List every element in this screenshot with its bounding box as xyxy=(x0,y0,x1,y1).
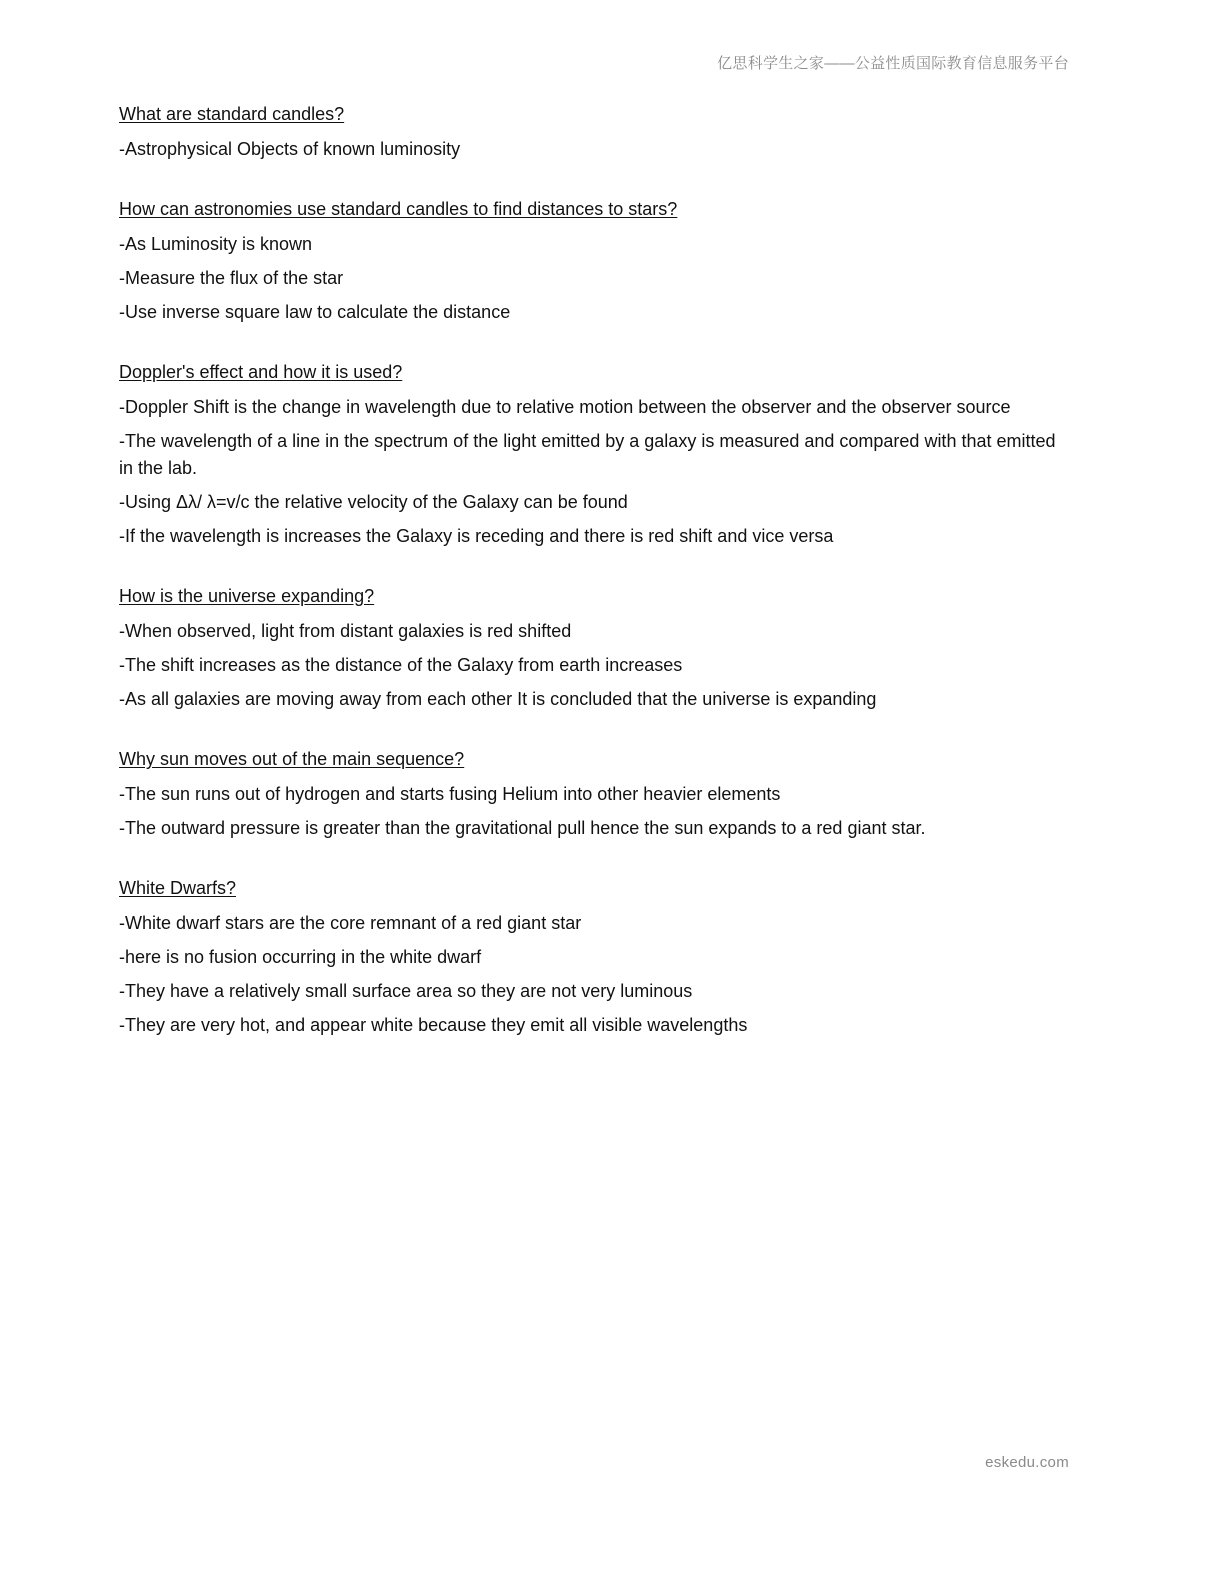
answer-line: -Use inverse square law to calculate the distance xyxy=(119,302,511,322)
answer-line: -As all galaxies are moving away from each other It is concluded that the universe is expanding xyxy=(119,689,877,709)
answer-line: -As Luminosity is known xyxy=(119,234,313,254)
question-heading: White Dwarfs? xyxy=(119,878,237,898)
document-body xyxy=(119,102,1069,1073)
question-heading: How is the universe expanding? xyxy=(119,586,375,606)
section-main-sequence xyxy=(119,747,1069,842)
answer-line: -The outward pressure is greater than the gravitational pull hence the sun expands to a red giant star. xyxy=(119,818,926,838)
answer-line: -Using Δλ/ λ=v/c the relative velocity of the Galaxy can be found xyxy=(119,492,628,512)
answer-line: -They have a relatively small surface area so they are not very luminous xyxy=(119,981,693,1001)
question-heading: Doppler's effect and how it is used? xyxy=(119,362,403,382)
question-heading: How can astronomies use standard candles to find distances to stars? xyxy=(119,199,678,219)
answer-line: -Measure the flux of the star xyxy=(119,268,344,288)
section-distances xyxy=(119,197,1069,326)
question-heading: Why sun moves out of the main sequence? xyxy=(119,749,465,769)
section-expanding-universe xyxy=(119,584,1069,713)
answer-line: -Doppler Shift is the change in wavelength due to relative motion between the observer and the observer source xyxy=(119,397,1011,417)
footer-site: eskedu.com xyxy=(985,1454,1069,1471)
answer-line: -They are very hot, and appear white because they emit all visible wavelengths xyxy=(119,1015,748,1035)
section-white-dwarfs xyxy=(119,876,1069,1039)
answer-line: -The sun runs out of hydrogen and starts fusing Helium into other heavier elements xyxy=(119,784,781,804)
answer-line: -Astrophysical Objects of known luminosity xyxy=(119,139,461,159)
answer-line: -here is no fusion occurring in the white dwarf xyxy=(119,947,482,967)
header-watermark: 亿思科学生之家——公益性质国际教育信息服务平台 xyxy=(717,55,1069,72)
answer-line: -The wavelength of a line in the spectrum of the light emitted by a galaxy is measured and compared with that emitted in the lab. xyxy=(119,431,1056,478)
answer-line: -The shift increases as the distance of the Galaxy from earth increases xyxy=(119,655,683,675)
answer-line: -When observed, light from distant galaxies is red shifted xyxy=(119,621,572,641)
section-standard-candles xyxy=(119,102,1069,163)
section-doppler xyxy=(119,360,1069,550)
answer-line: -White dwarf stars are the core remnant of a red giant star xyxy=(119,913,582,933)
question-heading: What are standard candles? xyxy=(119,104,345,124)
answer-line: -If the wavelength is increases the Galaxy is receding and there is red shift and vice versa xyxy=(119,526,834,546)
